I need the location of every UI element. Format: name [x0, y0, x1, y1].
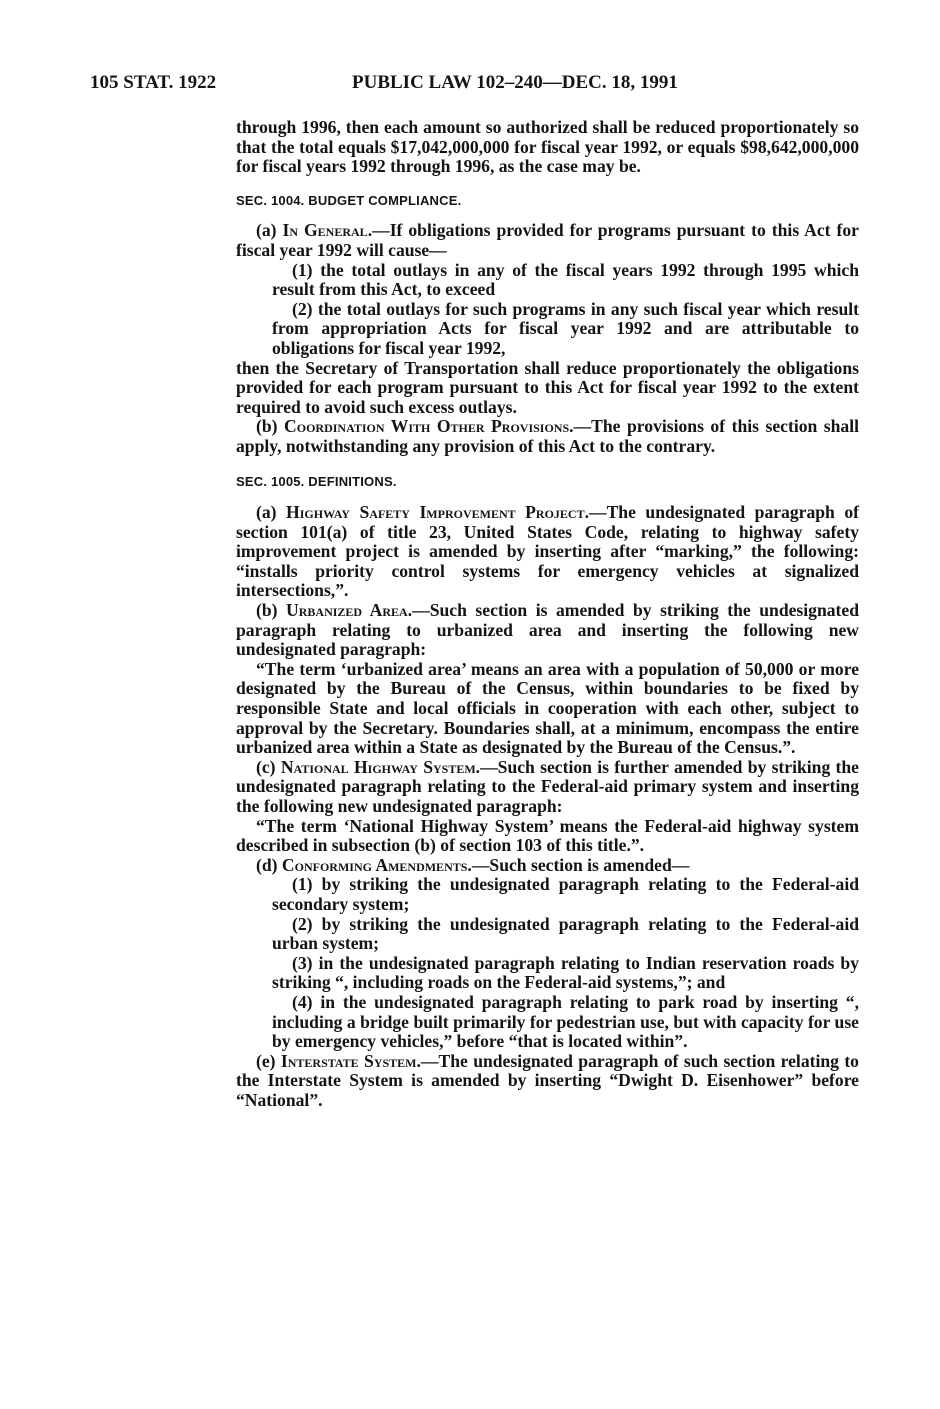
section-1004-a-item-2: (2) the total outlays for such programs in any such fiscal year which result from appropriation Acts for fiscal year 1992 and are attributable to obligations for fiscal year 1992, — [272, 298, 859, 358]
section-1004-a-item-1: (1) the total outlays in any of the fiscal years 1992 through 1995 which result from this Act, to exceed — [272, 259, 859, 300]
subsection-label: (b) — [256, 600, 287, 621]
section-1005-c-quoted-definition: “The term ‘National Highway System’ means the Federal-aid highway system described in subsection (b) of section 103 of this title.”. — [236, 815, 859, 856]
subsection-text: .—The undesignated paragraph of such section relating to the Interstate System is amended by inserting “Dwight D. Eisenhower” before “National”. — [236, 1050, 859, 1110]
subsection-text: .—Such section is further amended by striking the undesignated paragraph relating to the Federal-aid primary system and inserting the following new undesignated paragraph: — [236, 756, 859, 816]
section-1005-d-item-3: (3) in the undesignated paragraph relating to Indian reservation roads by striking “, including roads on the Federal-aid systems,”; and — [272, 952, 859, 993]
subsection-caption: Conforming Amendments — [281, 854, 468, 875]
subsection-label: (a) — [256, 220, 283, 241]
subsection-caption: In General — [282, 220, 368, 241]
subsection-caption: Interstate System — [280, 1050, 417, 1071]
subsection-label: (c) — [256, 756, 281, 777]
section-1005-e — [236, 1052, 859, 1111]
section-1004-a-closing: then the Secretary of Transportation shall reduce proportionately the obligations provided for each program pursuant to this Act for fiscal year 1992 to the extent required to avoid such excess outlays. — [236, 357, 859, 417]
section-1004-b — [236, 417, 859, 456]
section-1005-d-item-1: (1) by striking the undesignated paragraph relating to the Federal-aid secondary system; — [272, 874, 859, 914]
section-1005-b — [236, 601, 859, 660]
section-1004-heading: SEC. 1004. BUDGET COMPLIANCE. — [236, 192, 462, 208]
subsection-text: .—The undesignated paragraph of section 101(a) of title 23, United States Code, relating to highway safety improvement project is amended by inserting after “marking,” the following: “installs priority control systems for emergency vehicles at signalized intersections,”. — [236, 502, 860, 601]
section-1005-d-item-4: (4) in the undesignated paragraph relating to park road by inserting “, including a bridge built primarily for pedestrian use, but with capacity for use by emergency vehicles,” before “that is located within”. — [272, 991, 859, 1052]
page-body — [236, 118, 859, 1111]
section-1005-c — [236, 758, 859, 817]
subsection-caption: Urbanized Area — [286, 600, 408, 621]
section-1005-d — [236, 856, 859, 876]
subsection-text: .—Such section is amended— — [467, 854, 690, 875]
subsection-label: (a) — [256, 502, 287, 523]
subsection-caption: National Highway System — [280, 756, 476, 777]
section-1005-a — [236, 503, 859, 601]
subsection-caption: Coordination With Other Provisions — [284, 416, 570, 437]
section-1005-d-item-2: (2) by striking the undesignated paragraph relating to the Federal-aid urban system; — [272, 913, 859, 954]
subsection-text: .—Such section is amended by striking the undesignated paragraph relating to urbanized area and inserting the following new undesignated paragraph: — [236, 600, 859, 660]
section-1004-a — [236, 221, 859, 260]
subsection-label: (e) — [256, 1050, 281, 1071]
section-1005-heading: SEC. 1005. DEFINITIONS. — [236, 473, 397, 489]
subsection-label: (d) — [256, 854, 282, 875]
subsection-caption: Highway Safety Improvement Project — [286, 502, 585, 523]
subsection-text: .—The provisions of this section shall apply, notwithstanding any provision of this Act to the contrary. — [236, 416, 860, 456]
statute-page-reference: 105 STAT. 1922 — [90, 72, 217, 93]
public-law-reference: PUBLIC LAW 102–240—DEC. 18, 1991 — [352, 72, 678, 93]
section-1005-b-quoted-definition: “The term ‘urbanized area’ means an area with a population of 50,000 or more designated by the Bureau of the Census, within boundaries to be fixed by responsible State and local officials in cooperation with each other, subject to approval by the Secretary. Boundaries shall, at a minimum, encompass the entire urbanized area within a State as designated by the Bureau of the Census.”. — [236, 658, 859, 758]
page-header — [90, 72, 790, 96]
subsection-text: .—If obligations provided for programs pursuant to this Act for fiscal year 1992 will cause— — [236, 220, 859, 260]
intro-paragraph: through 1996, then each amount so authorized shall be reduced proportionately so that the total equals $17,042,000,000 for fiscal year 1992, or equals $98,642,000,000 for fiscal years 1992 through 1996, as the case may be. — [236, 117, 859, 177]
subsection-label: (b) — [256, 416, 285, 437]
